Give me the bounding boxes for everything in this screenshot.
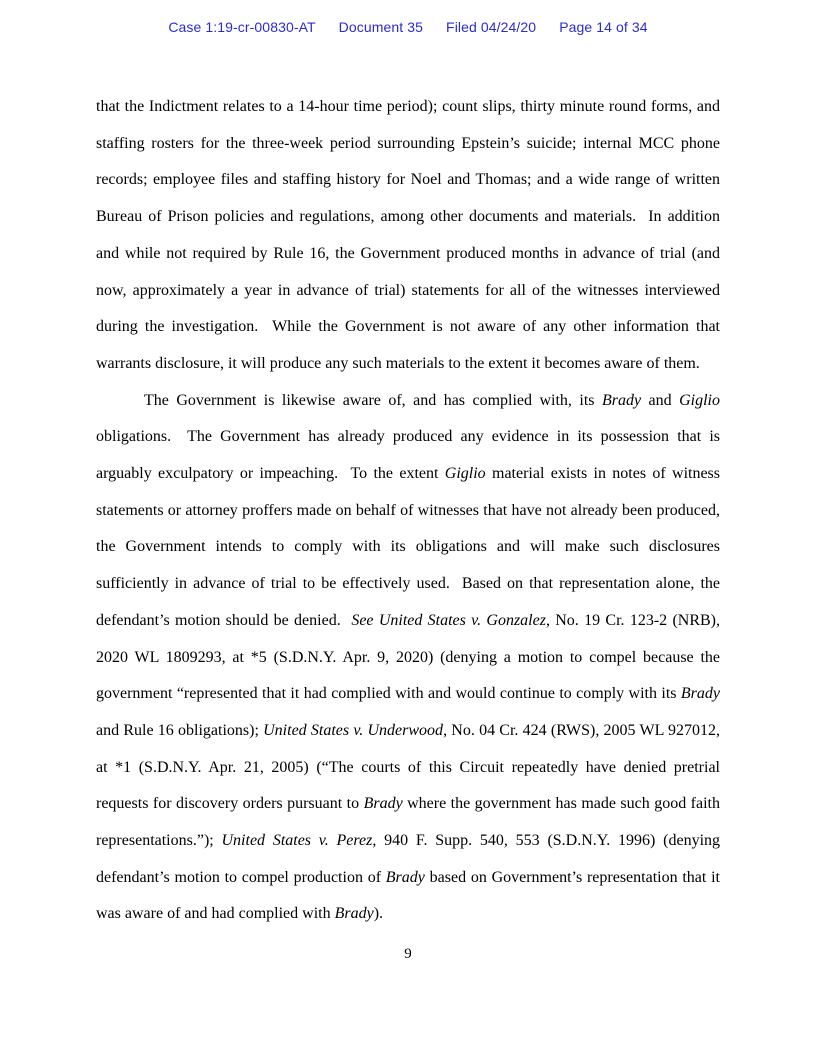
body-paragraph-2: The Government is likewise aware of, and has complied with, its Brady and Giglio obligations. The Government has already produced any evidence in its possession that is arguably exculpatory or impeaching. To the extent Giglio material exists in notes of witness statements or attorney proffers made on behalf of witnesses that have not already been produced, the Government intends to comply with its obligations and will make such disclosures sufficiently in advance of trial to be effectively used. Based on that representation alone, the defendant’s motion should be denied. See United States v. Gonzalez, No. 19 Cr. 123-2 (NRB), 2020 WL 1809293, at *5 (S.D.N.Y. Apr. 9, 2020) (denying a motion to compel because the government “represented that it had complied with and would continue to comply with its Brady and Rule 16 obligations); United States v. Underwood, No. 04 Cr. 424 (RWS), 2005 WL 927012, at *1 (S.D.N.Y. Apr. 21, 2005) (“The courts of this Circuit repeatedly have denied pretrial requests for discovery orders pursuant to Brady where the government has made such good faith representations.”); United States v. Perez, 940 F. Supp. 540, 553 (S.D.N.Y. 1996) (denying defendant’s motion to compel production of Brady based on Government’s representation that it was aware of and had complied with Brady).: [96, 391, 725, 923]
case-stamp-page-indicator: Page 14 of 34: [559, 19, 648, 35]
body-paragraph-1: that the Indictment relates to a 14-hour time period); count slips, thirty minute round forms, and staffing rosters for the three-week period surrounding Epstein’s suicide; internal MCC phone records; employee files and staffing history for Noel and Thomas; and a wide range of written Bureau of Prison policies and regulations, among other documents and materials. In addition and while not required by Rule 16, the Government produced months in advance of trial (and now, approximately a year in advance of trial) statements for all of the witnesses interviewed during the investigation. While the Government is not aware of any other information that warrants disclosure, it will produce any such materials to the extent it becomes aware of them.: [96, 98, 724, 372]
case-stamp-case-number: Case 1:19-cr-00830-AT: [168, 19, 316, 35]
document-body: [96, 89, 725, 933]
case-stamp-document-number: Document 35: [338, 19, 424, 35]
case-stamp-filed-date: Filed 04/24/20: [446, 19, 537, 35]
case-stamp: [0, 19, 816, 35]
page-number: 9: [404, 946, 412, 962]
